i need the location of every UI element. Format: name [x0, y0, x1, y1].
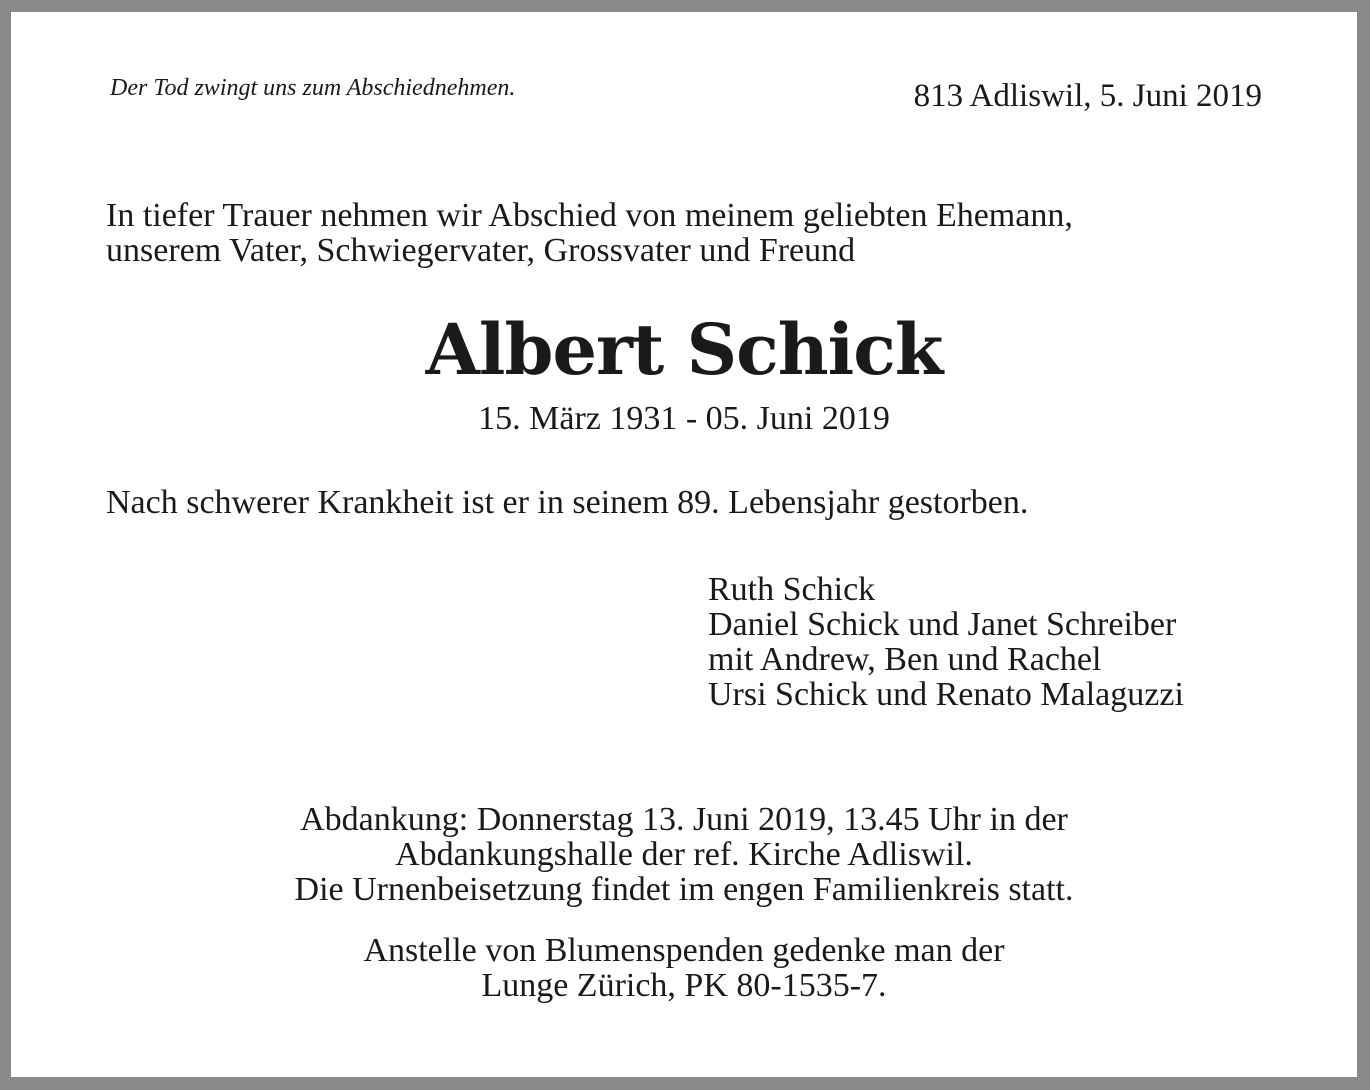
- donation-line: Lunge Zürich, PK 80-1535-7.: [481, 967, 887, 1004]
- mourner-line: mit Andrew, Ben und Rachel: [708, 641, 1102, 678]
- death-note: Nach schwerer Krankheit ist er in seinem 89. Lebensjahr gestorben.: [106, 484, 1029, 521]
- ceremony-info: [11, 802, 1357, 907]
- intro-line: In tiefer Trauer nehmen wir Abschied von meinem geliebten Ehemann,: [106, 197, 1073, 234]
- intro-text: [106, 198, 1073, 268]
- mourners-list: [708, 572, 1184, 712]
- place-date: 813 Adliswil, 5. Juni 2019: [913, 78, 1262, 114]
- ceremony-line: Abdankungshalle der ref. Kirche Adliswil.: [395, 836, 973, 873]
- ceremony-line: Die Urnenbeisetzung findet im engen Familienkreis statt.: [294, 871, 1074, 908]
- mourner-line: Daniel Schick und Janet Schreiber: [708, 606, 1177, 643]
- mourner-line: Ruth Schick: [708, 571, 876, 608]
- intro-line: unserem Vater, Schwiegervater, Grossvater und Freund: [106, 232, 856, 269]
- ceremony-line: Abdankung: Donnerstag 13. Juni 2019, 13.45 Uhr in der: [300, 801, 1068, 838]
- donation-line: Anstelle von Blumenspenden gedenke man der: [363, 932, 1005, 969]
- mourner-line: Ursi Schick und Renato Malaguzzi: [708, 676, 1184, 713]
- deceased-name: Albert Schick: [425, 308, 943, 391]
- motto: Der Tod zwingt uns zum Abschiednehmen.: [110, 75, 516, 101]
- obituary-sheet: [11, 12, 1357, 1077]
- donation-info: [11, 933, 1357, 1003]
- life-dates: 15. März 1931 - 05. Juni 2019: [478, 400, 890, 437]
